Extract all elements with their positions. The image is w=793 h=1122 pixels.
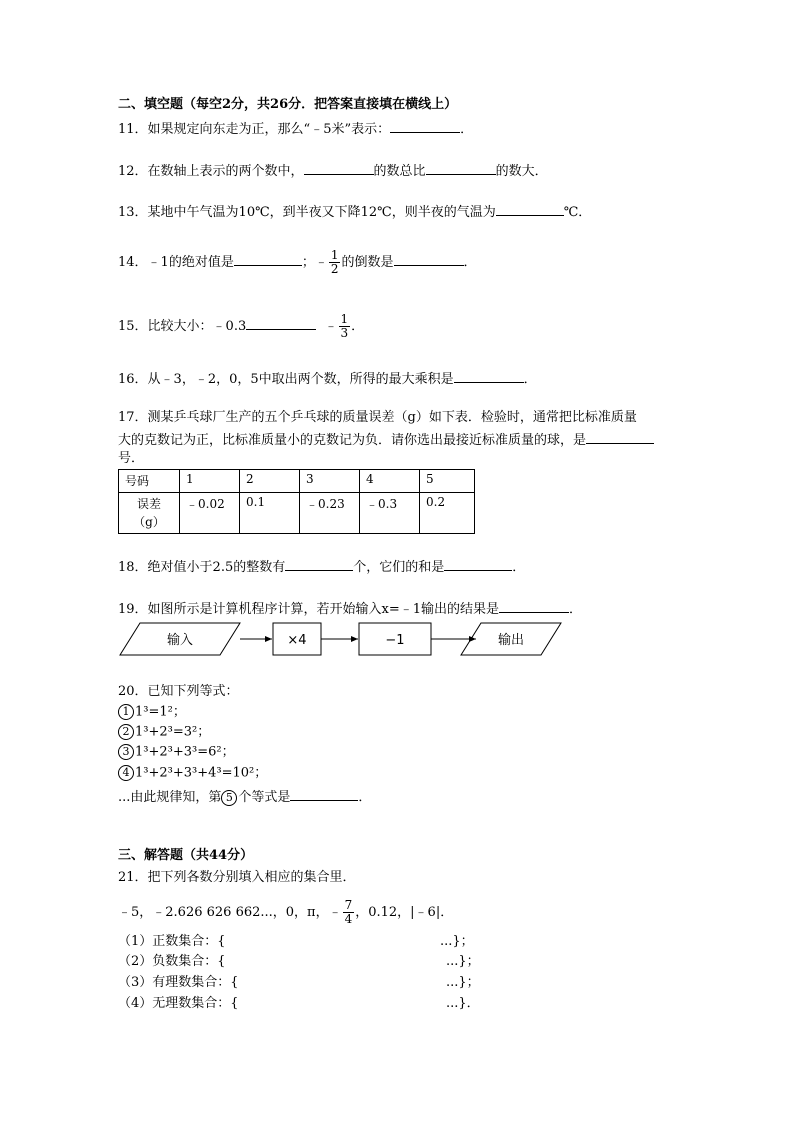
- set-label: （3）有理数集合：{: [118, 975, 239, 990]
- set-end: ...}；: [446, 975, 480, 990]
- q20-question-line: [118, 788, 371, 806]
- q21-numbers-rest: ，0.12，|﹣6|．: [355, 905, 454, 920]
- question-20-intro: 20．已知下列等式：: [118, 684, 239, 699]
- flow-step-multiply: ×4: [287, 633, 307, 648]
- q14-text-reciprocal: 的倒数是: [341, 255, 394, 270]
- set-rational[interactable]: [118, 975, 478, 991]
- q15-compare-blank[interactable]: [246, 317, 316, 330]
- flow-step-subtract: −1: [385, 633, 405, 648]
- q21-frac-numerator: 7: [344, 898, 353, 912]
- section-2-heading: 二、填空题（每空2分，共26分．把答案直接填在横线上）: [118, 97, 458, 112]
- table-header-cell: [119, 493, 180, 534]
- q19-text: 19．如图所示是计算机程序计算，若开始输入x=﹣1输出的结果是: [118, 602, 500, 617]
- q14-blank-1[interactable]: [234, 253, 302, 266]
- q21-numbers: ﹣5，﹣2.626 626 662...，0，π，﹣: [118, 905, 342, 920]
- flow-arrowhead: [351, 636, 358, 642]
- q11-text: 11．如果规定向东走为正，那么“﹣5米”表示：: [118, 122, 391, 137]
- q20-text-mid: 个等式是: [238, 790, 291, 805]
- equation-text: 1³+2³+3³=6²；: [135, 744, 235, 760]
- table-cell: 5: [420, 470, 475, 493]
- q20-answer-blank[interactable]: [290, 788, 358, 801]
- error-table: [118, 469, 475, 534]
- program-flowchart: [118, 620, 568, 660]
- set-irrational[interactable]: [118, 996, 478, 1012]
- question-18: [118, 558, 525, 576]
- q18-text: 18．绝对值小于2.5的整数有: [118, 560, 286, 575]
- q20-equation-2: [118, 724, 210, 741]
- q15-fraction: [339, 313, 351, 340]
- equation-text: 1³+2³=3²；: [135, 724, 211, 740]
- set-positive[interactable]: [118, 934, 478, 950]
- q12-text: 12．在数轴上表示的两个数中，: [118, 164, 304, 179]
- q15-minus: ﹣: [324, 319, 338, 334]
- set-end: ...}．: [446, 996, 480, 1011]
- question-14: [118, 246, 477, 280]
- q13-answer-blank[interactable]: [496, 203, 564, 216]
- q14-frac-denominator: 2: [330, 262, 339, 276]
- q14-text-mid: ；﹣: [301, 255, 328, 270]
- q12-text-end: 的数大．: [495, 164, 548, 179]
- table-cell: 0.2: [420, 493, 475, 534]
- q20-equation-1: [118, 704, 186, 721]
- table-cell: 4: [360, 470, 420, 493]
- q16-text: 16．从﹣3，﹣2，0，5中取出两个数，所得的最大乘积是: [118, 372, 454, 387]
- q21-frac-denominator: 4: [344, 912, 353, 926]
- error-label: 误差: [136, 497, 161, 511]
- flow-input-label: 输入: [166, 633, 194, 648]
- circled-number: 1: [118, 704, 134, 720]
- q12-text-mid: 的数总比: [373, 164, 426, 179]
- question-19: [118, 600, 582, 618]
- q14-blank-2[interactable]: [394, 253, 464, 266]
- table-cell: 2: [240, 470, 300, 493]
- question-16: [118, 370, 537, 388]
- q14-period: ．: [463, 255, 477, 270]
- q15-text: 15．比较大小：﹣0.3: [118, 319, 247, 334]
- table-row: [119, 493, 475, 534]
- table-header-cell: 号码: [119, 470, 180, 493]
- flow-output-label: 输出: [497, 633, 525, 648]
- set-label: （2）负数集合：{: [118, 954, 226, 969]
- question-21-intro: 21．把下列各数分别填入相应的集合里．: [118, 870, 356, 885]
- table-cell: 0.1: [240, 493, 300, 534]
- set-label: （1）正数集合：{: [118, 934, 226, 949]
- q15-frac-numerator: 1: [340, 312, 349, 326]
- table-cell: ﹣0.23: [300, 493, 360, 534]
- q18-blank-1[interactable]: [285, 558, 353, 571]
- q14-frac-numerator: 1: [330, 248, 339, 262]
- q20-equation-4: [118, 765, 267, 782]
- equation-text: 1³=1²；: [135, 704, 186, 720]
- q18-period: ．: [512, 560, 526, 575]
- q17-text: 大的克数记为正，比标准质量小的克数记为负．请你选出最接近标准质量的球，是: [118, 433, 587, 448]
- error-unit-label: （g）: [133, 515, 165, 529]
- question-15: [118, 310, 364, 344]
- question-17-line-2: [118, 431, 654, 449]
- q21-fraction: [343, 899, 355, 926]
- q14-fraction: [329, 249, 341, 276]
- q21-numbers-line: [118, 896, 453, 930]
- q19-answer-blank[interactable]: [499, 600, 569, 613]
- q15-period: ．: [351, 319, 365, 334]
- set-end: ...}；: [440, 934, 474, 949]
- q16-period: ．: [523, 372, 537, 387]
- circled-number: 3: [118, 744, 134, 760]
- table-cell: ﹣0.3: [360, 493, 420, 534]
- q11-period: ．: [460, 122, 474, 137]
- q15-frac-denominator: 3: [340, 326, 349, 340]
- q18-text-mid: 个，它们的和是: [353, 560, 445, 575]
- q11-answer-blank[interactable]: [390, 120, 460, 133]
- question-11: [118, 120, 473, 138]
- question-12: [118, 162, 548, 180]
- q20-equation-3: [118, 744, 235, 761]
- section-3-heading: 三、解答题（共44分）: [118, 848, 254, 863]
- q20-text: ...由此规律知，第: [118, 790, 222, 805]
- circled-number: 2: [118, 724, 134, 740]
- q16-answer-blank[interactable]: [454, 370, 524, 383]
- equation-text: 1³+2³+3³+4³=10²；: [135, 765, 268, 781]
- table-cell: 1: [180, 470, 240, 493]
- q17-answer-blank[interactable]: [586, 431, 654, 444]
- table-row: [119, 470, 475, 493]
- q12-blank-1[interactable]: [304, 162, 374, 175]
- circled-number: 5: [221, 790, 237, 806]
- flow-arrowhead: [265, 636, 272, 642]
- q19-period: ．: [569, 602, 583, 617]
- question-17-line-1: 17．测某乒乓球厂生产的五个乒乓球的质量误差（g）如下表．检验时，通常把比标准质量: [118, 410, 637, 425]
- q13-text: 13．某地中午气温为10℃，到半夜又下降12℃，则半夜的气温为: [118, 205, 496, 220]
- question-17-line-3: 号．: [118, 451, 145, 466]
- set-end: ...}；: [446, 954, 480, 969]
- question-13: [118, 203, 591, 221]
- table-cell: ﹣0.02: [180, 493, 240, 534]
- q20-period: ．: [358, 790, 372, 805]
- table-cell: 3: [300, 470, 360, 493]
- set-negative[interactable]: [118, 954, 478, 970]
- circled-number: 4: [118, 765, 134, 781]
- q13-unit: ℃．: [563, 205, 592, 220]
- q12-blank-2[interactable]: [426, 162, 496, 175]
- q18-blank-2[interactable]: [444, 558, 512, 571]
- q14-text: 14．﹣1的绝对值是: [118, 255, 234, 270]
- set-label: （4）无理数集合：{: [118, 996, 239, 1011]
